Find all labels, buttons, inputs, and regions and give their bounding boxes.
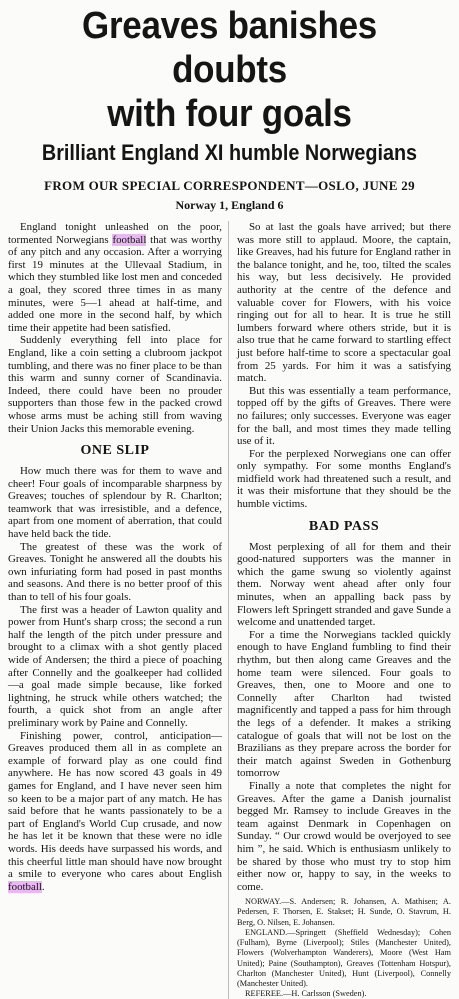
highlighted-word: football xyxy=(8,880,42,893)
highlighted-word: football xyxy=(112,233,147,246)
paragraph: Suddenly everything fell into place for England, like a coin setting a clubroom jackpot tumbling, and there was no finer place to be than this warm and sunny corner of Scandinavia. Indeed, there could have been no prouder supporters than those few in the packed crowd whose arms must be aching still from waving their Union Jacks this memorable evening. xyxy=(8,334,222,435)
right-column xyxy=(237,221,451,999)
headline xyxy=(26,4,434,136)
text: Finishing power, control, anticipation—Greaves produced them all in as complete an example of forward play as one could find anywhere. He has now scored 43 goals in 49 games for England, and I have never seen him so keen to be a major part of any match. He has said before that he wants passionately to be a part of England's World Cup crusade, and now he has let it be known that these were no idle words. His deeds have surpassed his words, and this cheerful little man should have now brought a smile to everyone who cares about English xyxy=(8,729,222,881)
byline: FROM OUR SPECIAL CORRESPONDENT—OSLO, JUNE 29 xyxy=(44,178,415,193)
paragraph: The first was a header of Lawton quality and power from Hunt's sharp cross; the second a run half the length of the pitch under pressure and brought to a climax with a shot gently placed wide of Andersen; the third a piece of poaching after Connelly and the goalkeeper had collided—a goal made simple because, like forked lightning, he struck while others watched; the fourth, a quick shot from an angle after preliminary work by Paine and Connelly. xyxy=(8,603,222,729)
text: England tonight unleashed on the poor, tormented Norwegians xyxy=(8,221,222,246)
headline-line-1: Greaves banishes doubts xyxy=(82,5,377,91)
left-column xyxy=(8,221,229,999)
paragraph xyxy=(8,730,222,894)
text: . xyxy=(41,880,45,893)
article-body xyxy=(8,221,451,999)
paragraph: So at last the goals have arrived; but there was more still to applaud. Moore, the captain, like Greaves, had his future for England rather in the balance tonight, and he, too, tilted the scales his way, but less decisively. He provided authority at the centre of the defence and valuable cover for Flowers, with his voice ringing out for all to hear. It is true he still lumbers forward where others stride, but it is also true that he came forward to startling effect just before half-time to score a spectacular goal from 25 yards. For him it was a satisfying match. xyxy=(237,221,451,385)
text: that was worthy of any pitch and any occasion. After a worrying first 19 minutes at the Ullevaal Stadium, in which they stumbled like lost men and conceded a goal, they scored three times in as many minutes, were 5—1 ahead at half-time, and added one more in the second half, by which time their appetite had been satisfied. xyxy=(8,233,222,334)
paragraph: The greatest of these was the work of Greaves. Tonight he answered all the doubts his own infuriating form had posed in past months and seasons. And there is no better proof of this than to tell of his four goals. xyxy=(8,540,222,604)
paragraph: How much there was for them to wave and cheer! Four goals of incomparable sharpness by Greaves; touches of splendour by R. Charlton; teamwork that was irresistible, and a defence, apart from one moment of aberration, that could have held back the tide. xyxy=(8,465,222,541)
lineup-england: ENGLAND.—Springett (Sheffield Wednesday); Cohen (Fulham), Byrne (Liverpool); Stiles (Manchester United), Flowers (Wolverhampton Wanderers), Moore (West Ham United); Paine (Southampton), Greaves (Tottenham Hotspur), Charlton (Manchester United), Hunt (Liverpool), Connelly (Manchester United). xyxy=(237,927,451,988)
paragraph: For a time the Norwegians tackled quickly enough to have England fumbling to find their rhythm, but then along came Greaves and the home team were silenced. Four goals to Greaves, then, one to Moore and one to Connelly after Charlton had twisted magnificently and tapped a pass for him through the legs of a defender. It makes a striking catalogue of goals that will not be lost on the Brazilians as they prepare across the border for their match against Sweden in Gothenburg tomorrow xyxy=(237,628,451,780)
referee: REFEREE.—H. Carlsson (Sweden). xyxy=(245,989,367,999)
headline-line-2: with four goals xyxy=(107,93,352,135)
paragraph: For the perplexed Norwegians one can offer only sympathy. For some months England's midfield work had threatened such a result, and it was their misfortune that they should be the humble victims. xyxy=(237,447,451,511)
paragraph: Finally a note that completes the night for Greaves. After the game a Danish journalist begged Mr. Ramsey to include Greaves in the team against Denmark in Copenhagen on Sunday. “ Our crowd would be overjoyed to see him ”, he said. Which is enthusiasm unlikely to be shared by those who must try to stop him either now or, happy to say, in the weeks to come. xyxy=(237,779,451,893)
paragraph: But this was essentially a team performance, topped off by the gifts of Greaves. There were no failures; only successes. Everyone was eager for the ball, and most times they made telling use of it. xyxy=(237,384,451,448)
team-lineups xyxy=(237,897,451,999)
match-score: Norway 1, England 6 xyxy=(175,198,284,212)
lineup-norway: NORWAY.—S. Andersen; R. Johansen, A. Mathisen; A. Pedersen, F. Thorsen, E. Stakset; H. Sunde, O. Stavrum, H. Berg, O. Nilsen, E. Johansen. xyxy=(237,897,451,927)
subheadline: Brilliant England XI humble Norwegians xyxy=(41,140,418,165)
section-heading: BAD PASS xyxy=(308,518,380,534)
paragraph xyxy=(8,221,222,334)
paragraph: Most perplexing of all for them and their good-natured supporters was the manner in which the game swung so violently against them. Norway went ahead after only four minutes, when an appalling back pass by Flowers left Springett stranded and gave Sunde a welcome and unattended target. xyxy=(237,540,451,629)
section-heading: ONE SLIP xyxy=(80,443,150,459)
